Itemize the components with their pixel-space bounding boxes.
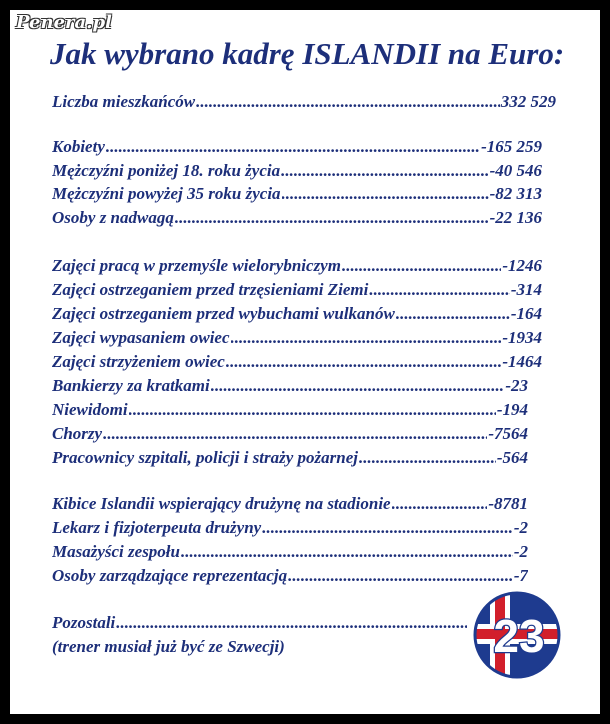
row-value: -314 [510, 280, 542, 299]
row-earthquake-warning [52, 280, 542, 300]
row-public-services [52, 448, 528, 468]
row-label: Zajęci ostrzeganiem przed trzęsieniami Ziemi [52, 280, 369, 299]
footnote: (trener musiał już być ze Szwecji) [52, 637, 285, 656]
row-value: -1934 [502, 328, 542, 347]
row-label: Kobiety [52, 137, 105, 156]
row-women [52, 137, 542, 157]
row-label: Pracownicy szpitali, policji i straży pożarnej [52, 448, 359, 467]
content-card [10, 10, 600, 714]
row-value: -22 136 [489, 208, 542, 227]
row-value: -1246 [502, 256, 542, 275]
row-label: Osoby zarządzające reprezentacją [52, 566, 288, 585]
row-overweight [52, 208, 542, 228]
row-population [52, 92, 556, 112]
row-sheep-grazing [52, 328, 542, 348]
row-label: Niewidomi [52, 400, 128, 419]
row-volcano-warning [52, 304, 542, 324]
row-value: -7564 [488, 424, 528, 443]
row-label: Zajęci ostrzeganiem przed wybuchami wulkanów [52, 304, 395, 323]
row-label: Chorzy [52, 424, 103, 443]
row-value: -2 [513, 542, 528, 561]
row-team-medics [52, 518, 528, 538]
row-whaling [52, 256, 542, 276]
row-label: Zajęci wypasaniem owiec [52, 328, 230, 347]
row-stadium-fans [52, 494, 528, 514]
watermark-logo: Penera.pl [16, 12, 112, 33]
row-jailed-bankers [52, 376, 528, 396]
badge-number: 23 [493, 610, 545, 662]
row-label: Kibice Islandii wspierający drużynę na stadionie [52, 494, 391, 513]
row-label: Lekarz i fizjoterpeuta drużyny [52, 518, 262, 537]
row-label: Osoby z nadwagą [52, 208, 174, 227]
row-value: -564 [496, 448, 528, 467]
row-label: Zajęci pracą w przemyśle wielorybniczym [52, 256, 341, 275]
row-label: Masażyści zespołu [52, 542, 180, 561]
row-label: Liczba mieszkańców [52, 92, 196, 111]
row-label: Mężczyźni poniżej 18. roku życia [52, 161, 281, 180]
row-remaining [52, 613, 468, 633]
row-value: -82 313 [489, 184, 542, 203]
row-label: Bankierzy za kratkami [52, 376, 210, 395]
row-value: -165 259 [481, 137, 542, 156]
row-value: -7 [513, 566, 528, 585]
row-value: -164 [510, 304, 542, 323]
row-men-under-18 [52, 161, 542, 181]
row-value: -23 [505, 376, 528, 395]
row-value: -2 [513, 518, 528, 537]
row-sheep-shearing [52, 352, 542, 372]
row-label: Mężczyźni powyżej 35 roku życia [52, 184, 281, 203]
row-label: Zajęci strzyżeniem owiec [52, 352, 225, 371]
row-men-over-35 [52, 184, 542, 204]
row-value: 332 529 [500, 92, 556, 111]
iceland-flag-23-badge-icon [472, 590, 562, 680]
page-title: Jak wybrano kadrę ISLANDII na Euro: [50, 36, 565, 71]
row-value: -194 [496, 400, 528, 419]
row-value: -40 546 [489, 161, 542, 180]
row-sick [52, 424, 528, 444]
row-label: Pozostali [52, 613, 116, 632]
row-value: -8781 [488, 494, 528, 513]
row-management [52, 566, 528, 586]
row-blind [52, 400, 528, 420]
row-value: -1464 [502, 352, 542, 371]
row-masseurs [52, 542, 528, 562]
